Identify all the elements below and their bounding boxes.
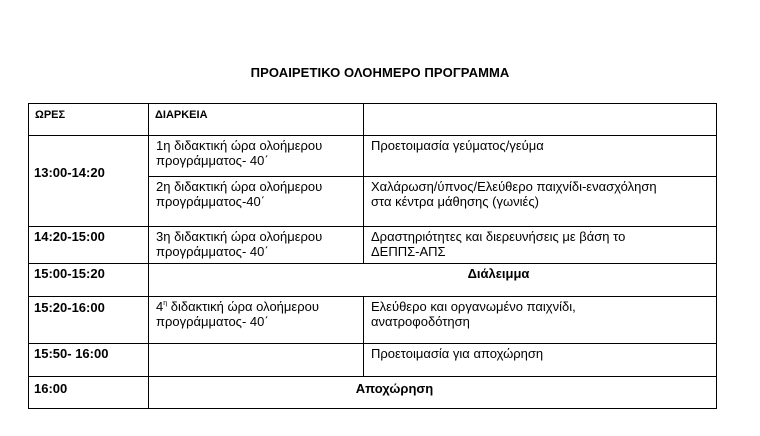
table-row <box>29 264 717 297</box>
time-cell: 15:20-16:00 <box>29 297 149 344</box>
activity-cell: Προετοιμασία γεύματος/γεύμα <box>364 136 717 177</box>
activity-cell: Ελεύθερο και οργανωμένο παιχνίδι, ανατροφοδότηση <box>364 297 717 344</box>
time-cell: 16:00 <box>29 377 149 409</box>
table-row <box>29 227 717 264</box>
activity-cell: Δραστηριότητες και διερευνήσεις με βάση το ΔΕΠΠΣ-ΑΠΣ <box>364 227 717 264</box>
table-row <box>29 136 717 177</box>
duration-cell: 2η διδακτική ώρα ολοήμερου προγράμματος-40΄ <box>149 177 364 227</box>
time-cell: 14:20-15:00 <box>29 227 149 264</box>
departure-cell: Αποχώρηση <box>149 377 717 409</box>
activity-cell: Προετοιμασία για αποχώρηση <box>364 344 717 377</box>
header-hours: ΩΡΕΣ <box>29 104 149 136</box>
duration-cell <box>149 344 364 377</box>
time-cell: 15:50- 16:00 <box>29 344 149 377</box>
header-duration: ΔΙΑΡΚΕΙΑ <box>149 104 364 136</box>
time-cell: 15:00-15:20 <box>29 264 149 297</box>
activity-cell: Χαλάρωση/ύπνος/Ελεύθερο παιχνίδι-ενασχόληση στα κέντρα μάθησης (γωνιές) <box>364 177 717 227</box>
schedule-table <box>28 103 717 409</box>
time-cell: 13:00-14:20 <box>29 136 149 227</box>
duration-cell: 1η διδακτική ώρα ολοήμερου προγράμματος- 40΄ <box>149 136 364 177</box>
header-activity <box>364 104 717 136</box>
break-cell: Διάλειμμα <box>149 264 717 297</box>
table-row <box>29 377 717 409</box>
table-row <box>29 297 717 344</box>
table-row <box>29 344 717 377</box>
duration-cell: 3η διδακτική ώρα ολοήμερου προγράμματος- 40΄ <box>149 227 364 264</box>
header-row <box>29 104 717 136</box>
duration-cell: $4^\eta$ διδακτική ώρα ολοήμερου προγράμματος- 40΄ <box>149 297 364 344</box>
page-title: ΠΡΟΑΙΡΕΤΙΚΟ ΟΛΟΗΜΕΡΟ ΠΡΟΓΡΑΜΜΑ <box>250 65 510 80</box>
